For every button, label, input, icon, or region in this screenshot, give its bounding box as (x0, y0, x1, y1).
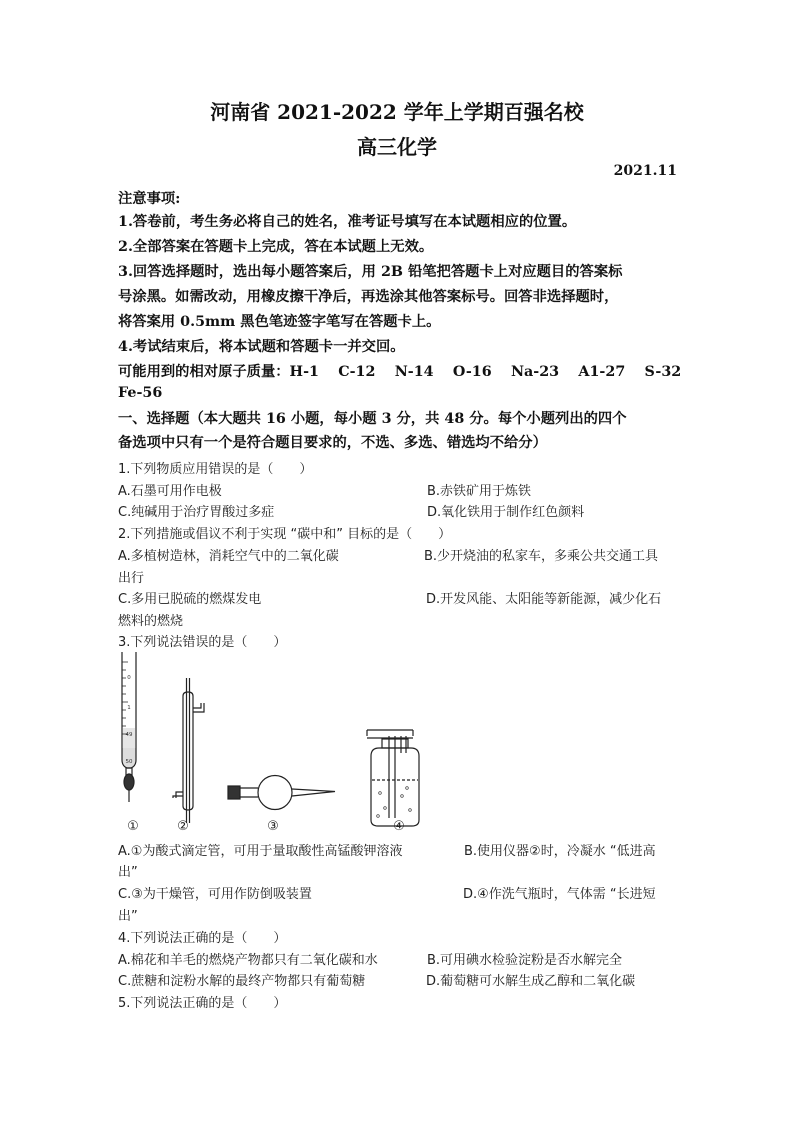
condenser-icon (173, 678, 204, 823)
question-stem: 3.下列说法错误的是（ ） (118, 635, 287, 650)
option-a: A.石墨可用作电极 (118, 484, 222, 499)
figure-label: ③ (267, 819, 279, 834)
lab-apparatus-figure (110, 648, 680, 838)
option-b: B.可用碘水检验淀粉是否水解完全 (427, 953, 623, 968)
figure-label: ② (177, 819, 189, 834)
option-d: D.开发风能、太阳能等新能源，减少化石 (426, 592, 662, 607)
option-a: A.棉花和羊毛的燃烧产物都只有二氧化碳和水 (118, 953, 378, 968)
drying-tube-icon (228, 776, 335, 810)
note-item: 号涂黑。如需改动，用橡皮擦干净后，再选涂其他答案标号。回答非选择题时， (118, 289, 619, 305)
question-stem: 4.下列说法正确的是（ ） (118, 931, 287, 946)
option-d: D.葡萄糖可水解生成乙醇和二氧化碳 (426, 974, 636, 989)
note-item: 1.答卷前，考生务必将自己的姓名，准考证号填写在本试题相应的位置。 (118, 214, 577, 230)
option-c: C.③为干燥管，可用作防倒吸装置 (118, 887, 312, 902)
atomic-masses-cont: Fe-56 (118, 385, 163, 401)
note-item: 将答案用 0.5mm 黑色笔迹签字笔写在答题卡上。 (118, 314, 441, 330)
option-b: B.使用仪器②时，冷凝水 “低进高 (464, 844, 656, 859)
burette-tick: 1 (127, 705, 131, 711)
question-stem: 5.下列说法正确的是（ ） (118, 996, 287, 1011)
section-heading: 一、选择题（本大题共 16 小题，每小题 3 分，共 48 分。每个小题列出的四个 (118, 411, 627, 427)
burette-tick: 49 (125, 732, 133, 738)
option-d: D.④作洗气瓶时，气体需 “长进短 (463, 887, 656, 902)
option-c: C.纯碱用于治疗胃酸过多症 (118, 505, 275, 520)
option-a: A.多植树造林，消耗空气中的二氧化碳 (118, 549, 339, 564)
atomic-masses: 可能用到的相对原子质量：H-1 C-12 N-14 O-16 Na-23 A1-27 S-32 (118, 364, 682, 380)
option-c: C.蔗糖和淀粉水解的最终产物都只有葡萄糖 (118, 974, 366, 989)
option-b-continued: 出行 (118, 571, 145, 586)
burette-tick: 50 (125, 759, 133, 765)
figure-label: ① (127, 819, 139, 834)
exam-title: 河南省 2021-2022 学年上学期百强名校 (210, 100, 584, 124)
note-item: 3.回答选择题时，选出每小题答案后，用 2B 铅笔把答题卡上对应题目的答案标 (118, 264, 623, 280)
option-b-continued: 出” (118, 865, 138, 880)
note-item: 2.全部答案在答题卡上完成，答在本试题上无效。 (118, 239, 434, 255)
figure-label: ④ (393, 819, 405, 834)
option-c: C.多用已脱硫的燃煤发电 (118, 592, 262, 607)
option-b: B.少开烧油的私家车，多乘公共交通工具 (424, 549, 659, 564)
option-d-continued: 燃料的燃烧 (118, 614, 184, 629)
option-a: A.①为酸式滴定管，可用于量取酸性高锰酸钾溶液 (118, 844, 403, 859)
exam-subtitle: 高三化学 (357, 135, 437, 159)
exam-date: 2021.11 (613, 163, 677, 179)
section-heading-cont: 备选项中只有一个是符合题目要求的，不选、多选、错选均不给分） (118, 435, 547, 451)
question-stem: 1.下列物质应用错误的是（ ） (118, 462, 313, 477)
note-item: 4.考试结束后，将本试题和答题卡一并交回。 (118, 339, 405, 355)
option-d: D.氧化铁用于制作红色颜料 (427, 505, 585, 520)
option-d-continued: 出” (118, 909, 138, 924)
gas-washing-bottle-icon (367, 730, 419, 826)
option-b: B.赤铁矿用于炼铁 (427, 484, 532, 499)
notes-heading: 注意事项: (118, 191, 181, 207)
question-stem: 2.下列措施或倡议不利于实现 “碳中和” 目标的是（ ） (118, 527, 452, 542)
burette-tick: 0 (127, 675, 131, 681)
